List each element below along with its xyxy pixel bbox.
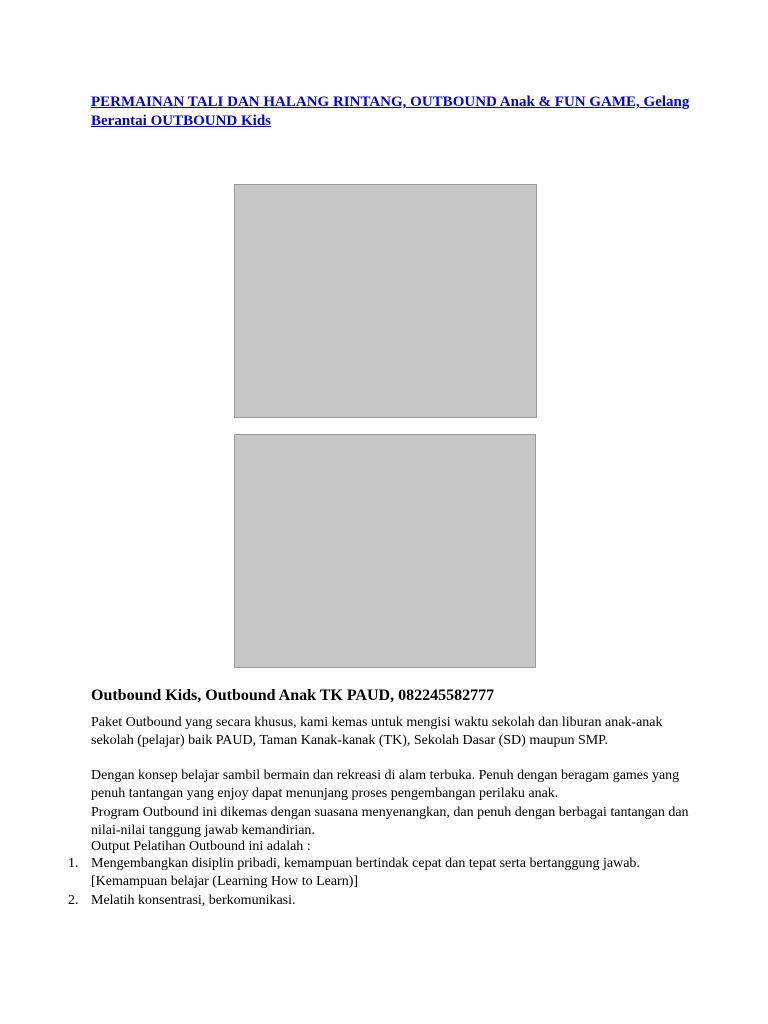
list-item-text: Melatih konsentrasi, berkomunikasi. [91, 892, 296, 908]
list-item-number: 1. [68, 856, 79, 871]
pentamedia-banner-image [234, 184, 537, 418]
paragraph-program: Program Outbound ini dikemas dengan suasana menyenangkan, dan penuh dengan berbagai tantangan dan nilai-nilai tanggung jawab kemandirian. [91, 805, 689, 839]
paragraph-output-intro: Output Pelatihan Outbound ini adalah : [91, 839, 311, 854]
list-item [0, 855, 768, 892]
list-item [0, 892, 768, 910]
section-heading: Outbound Kids, Outbound Anak TK PAUD, 082245582777 [91, 687, 495, 704]
article-title-link[interactable]: PERMAINAN TALI DAN HALANG RINTANG, OUTBOUND Anak & FUN GAME, Gelang Berantai OUTBOUND Kids [91, 94, 690, 129]
list-item-text: Mengembangkan disiplin pribadi, kemampuan bertindak cepat dan tepat serta bertanggung jawab. [Kemampuan belajar (Learning How to Learn)] [91, 856, 640, 890]
paragraph-intro: Paket Outbound yang secara khusus, kami kemas untuk mengisi waktu sekolah dan liburan anak-anak sekolah (pelajar) baik PAUD, Taman Kanak-kanak (TK), Sekolah Dasar (SD) maupun SMP. [91, 715, 663, 749]
kids-outbound-photo [234, 434, 536, 668]
paragraph-concept: Dengan konsep belajar sambil bermain dan rekreasi di alam terbuka. Penuh dengan beragam games yang penuh tantangan yang enjoy dapat menunjang proses pengembangan perilaku anak. [91, 768, 680, 802]
list-item-number: 2. [68, 892, 79, 908]
output-list [0, 855, 768, 910]
